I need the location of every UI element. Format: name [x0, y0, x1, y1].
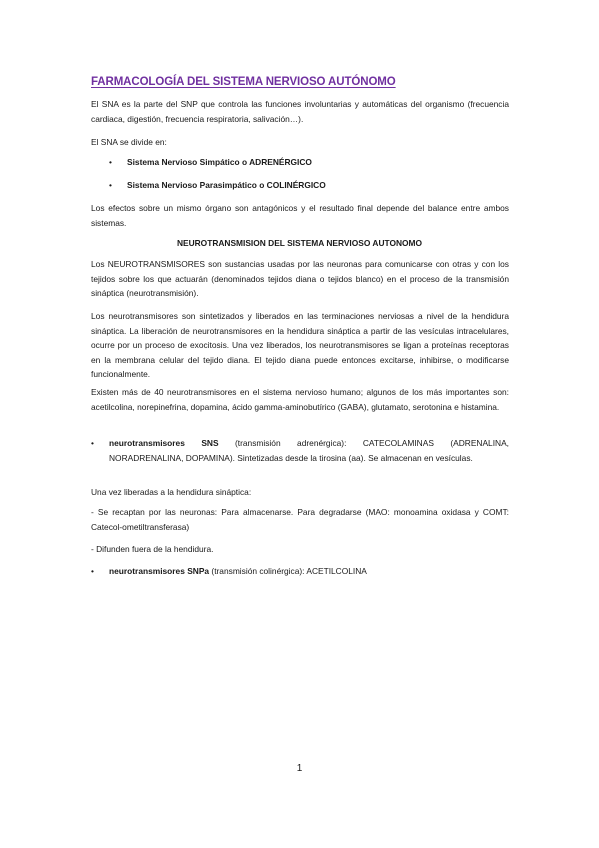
sns-bullet	[91, 436, 509, 465]
document-title: FARMACOLOGÍA DEL SISTEMA NERVIOSO AUTÓNOMO	[91, 76, 396, 88]
neurotransmitters-definition: Los NEUROTRANSMISORES son sustancias usadas por las neuronas para comunicarse con otras y con los tejidos sobre los que actuarán (denominados tejidos diana o tejidos blanco) en el proceso de la transmisión sináptica (neurotransmisión).	[91, 259, 509, 298]
neurotransmitters-list-paragraph: Existen más de 40 neurotransmisores en el sistema nervioso humano; algunos de los más importantes son: acetilcolina, norepinefrina, dopamina, ácido gamma-aminobutírico (GABA), glutamato, serotonina e histamina.	[91, 387, 509, 412]
synthesis-paragraph: Los neurotransmisores son sintetizados y liberados en las terminaciones nerviosas a nivel de la hendidura sináptica. La liberación de neurotransmisores en la hendidura sináptica a partir de las vesículas intracelulares, ocurre por un proceso de exocitosis. Una vez liberados, los neurotransmisores se ligan a proteínas receptoras en la membrana celular del tejido diana. El tejido diana puede entonces excitarse, inhibirse, o modificarse funcionalmente.	[91, 311, 509, 379]
snpa-description: (transmisión colinérgica): ACETILCOLINA	[209, 566, 367, 576]
page-number: 1	[296, 763, 303, 774]
release-item-reuptake: - Se recaptan por las neuronas: Para almacenarse. Para degradarse (MAO: monoamina oxidasa y COMT: Catecol-ometiltransferasa)	[91, 507, 509, 532]
release-label: Una vez liberadas a la hendidura sináptica:	[91, 487, 252, 497]
section-title: NEUROTRANSMISION DEL SISTEMA NERVIOSO AUTONOMO	[176, 238, 423, 248]
snpa-key: neurotransmisores SNPa	[109, 566, 210, 576]
bullet-icon: •	[91, 566, 94, 576]
division-item-sympathetic	[109, 155, 509, 170]
sns-description: (transmisión adrenérgica): CATECOLAMINAS (ADRENALINA, NORADRENALINA, DOPAMINA). Sintetizadas desde la tirosina (aa). Se almacenan en vesículas.	[109, 438, 509, 463]
divide-label: El SNA se divide en:	[91, 137, 167, 147]
effects-paragraph: Los efectos sobre un mismo órgano son antagónicos y el resultado final depende del balance entre ambos sistemas.	[91, 203, 509, 228]
snpa-bullet	[91, 564, 509, 579]
release-item-diffusion: - Difunden fuera de la hendidura.	[91, 544, 214, 554]
division-item-parasympathetic	[109, 178, 509, 193]
division-prefix: Sistema Nervioso Simpático o	[127, 157, 250, 167]
intro-paragraph: El SNA es la parte del SNP que controla las funciones involuntarias y automáticas del organismo (frecuencia cardiaca, digestión, frecuencia respiratoria, salivación…).	[91, 99, 509, 124]
division-key: COLINÉRGICO	[266, 180, 326, 190]
division-key: ADRENÉRGICO	[249, 157, 312, 167]
sns-key: neurotransmisores SNS	[109, 438, 219, 448]
bullet-icon: •	[109, 157, 112, 167]
bullet-icon: •	[109, 180, 112, 190]
division-prefix: Sistema Nervioso Parasimpático o	[127, 180, 267, 190]
bullet-icon: •	[91, 438, 94, 448]
